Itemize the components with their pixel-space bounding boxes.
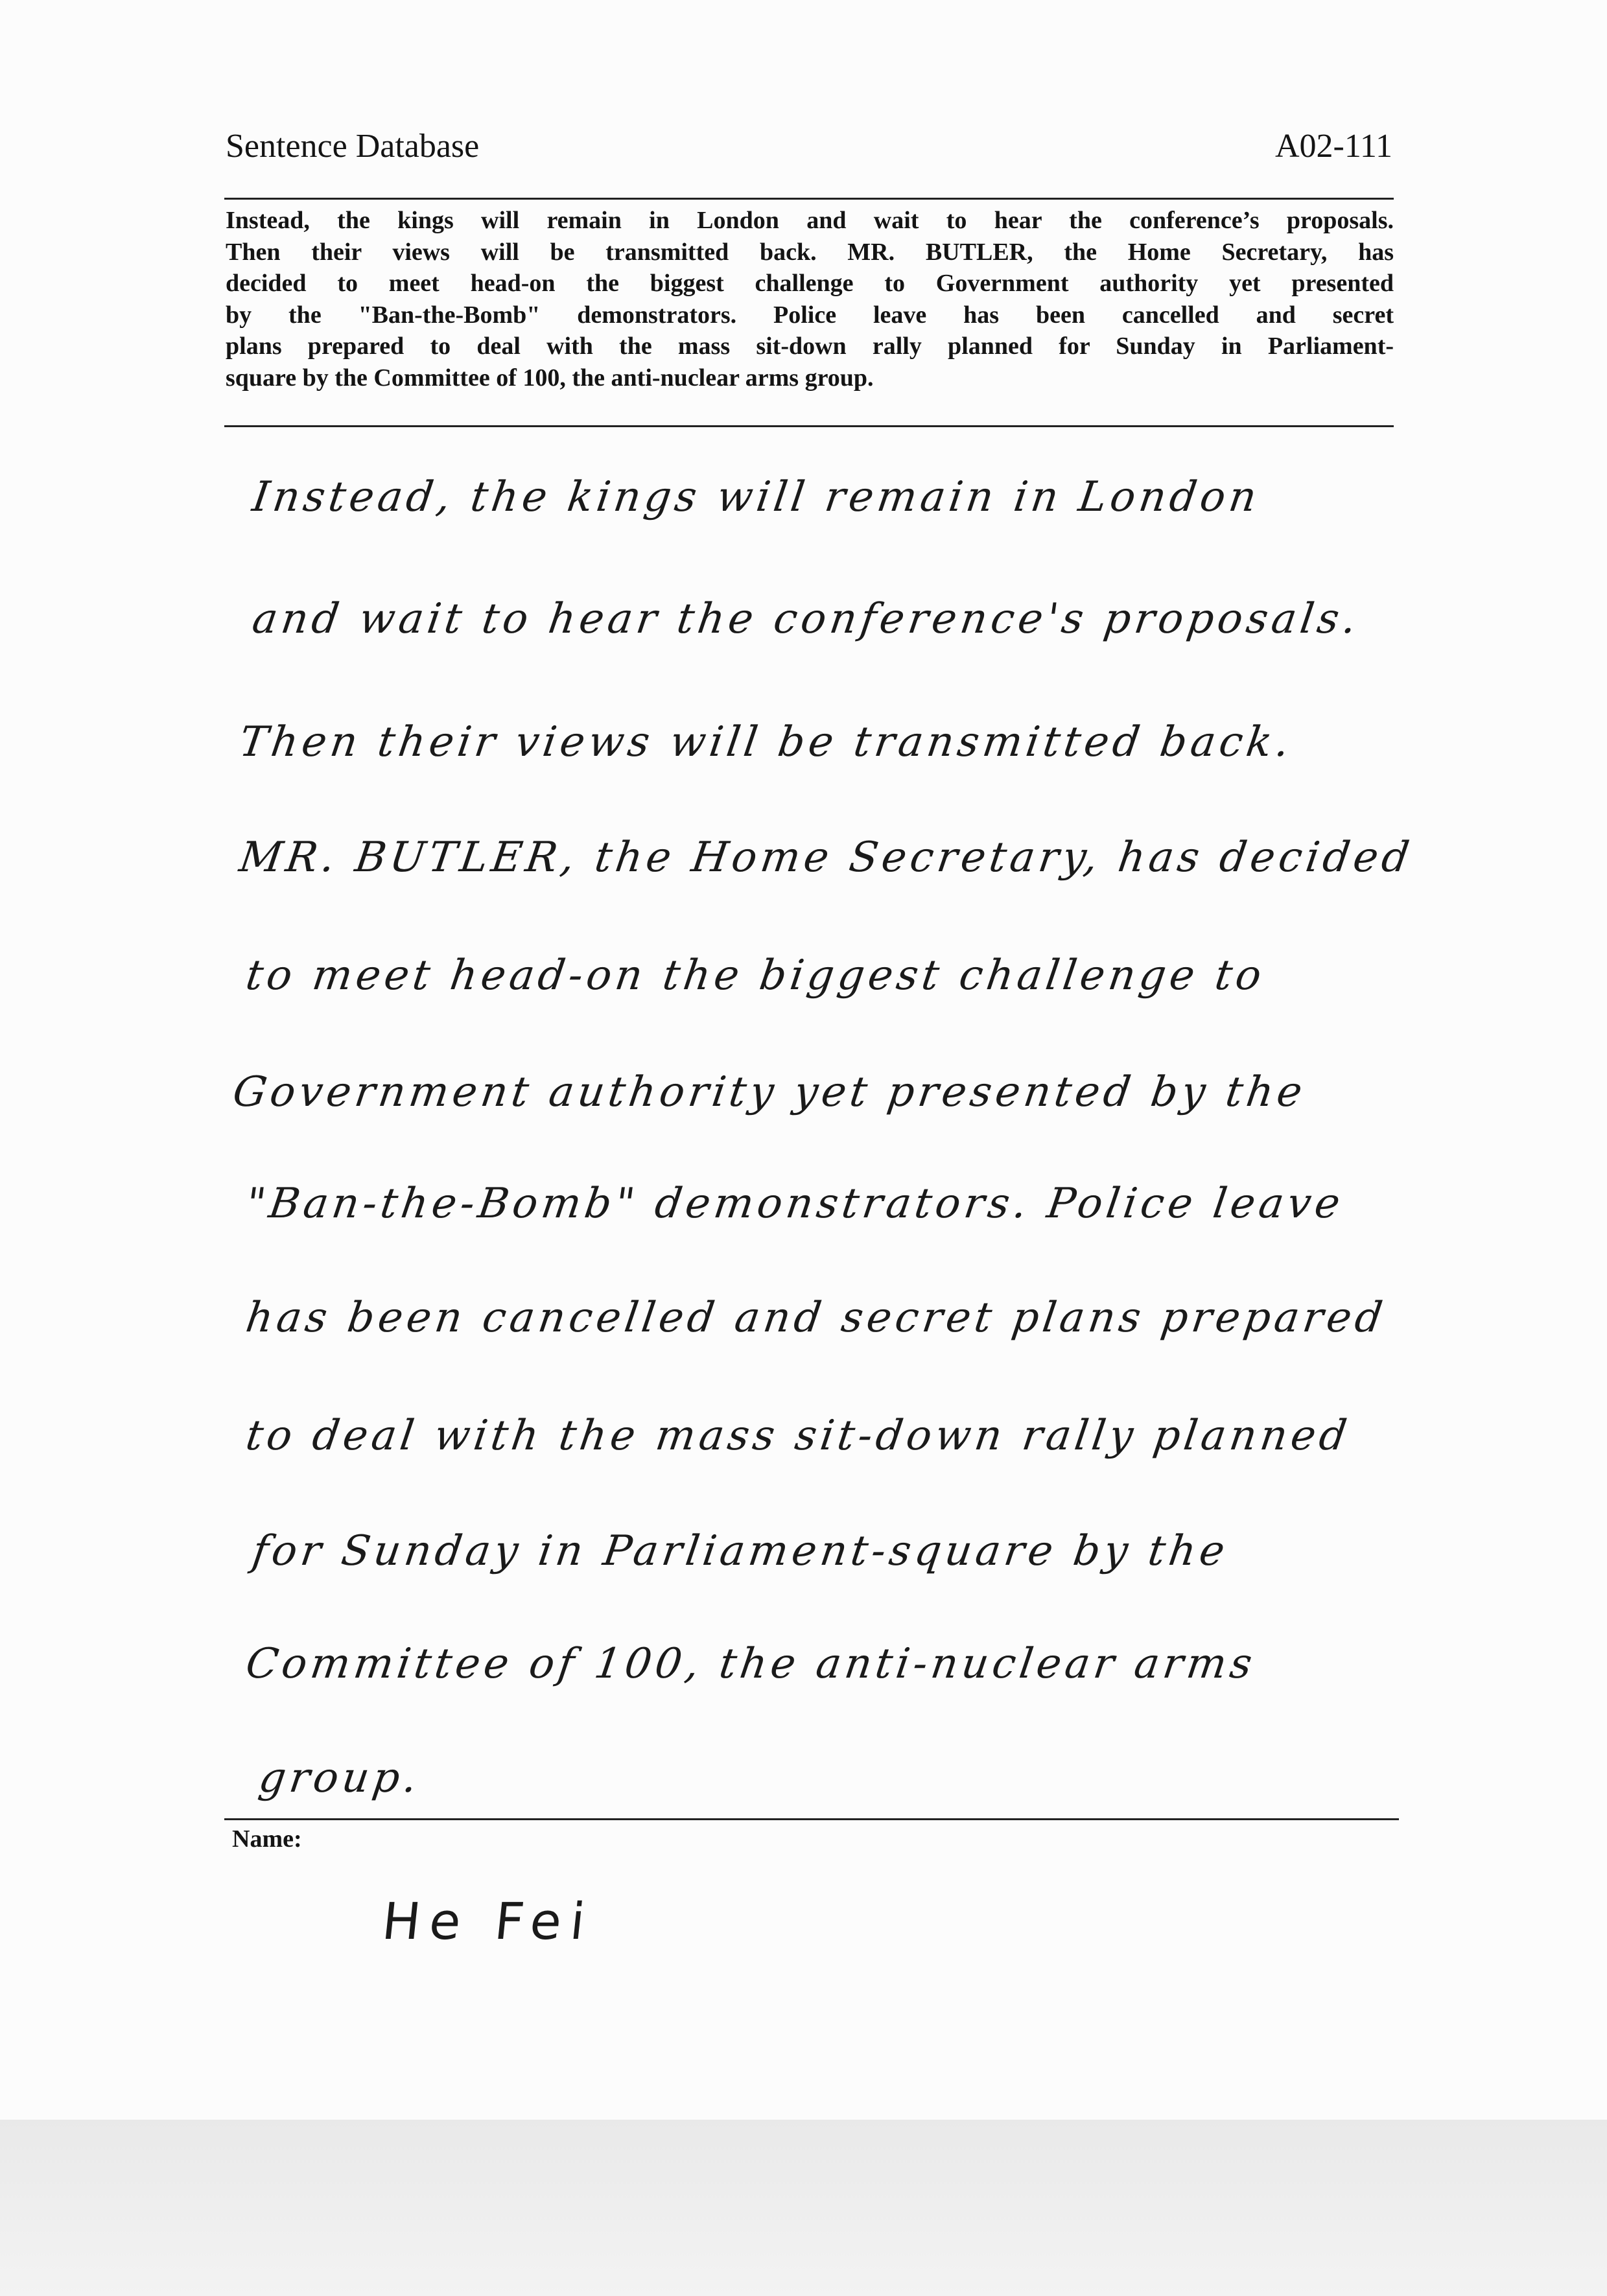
prompt-line: square by the Committee of 100, the anti-nuclear arms group. [226,364,874,392]
handwritten-line: and wait to hear the conference's proposals. [249,595,1363,643]
handwritten-name: He Fei [379,1893,597,1951]
handwritten-line: Instead, the kings will remain in London [249,473,1263,521]
name-divider [224,1818,1399,1820]
printed-prompt-text [226,205,1394,393]
prompt-line: by the "Ban-the-Bomb" demonstrators. Police leave has been cancelled and secret [226,301,1394,329]
middle-divider [224,425,1394,427]
form-title: Sentence Database [226,128,480,165]
handwritten-line: Committee of 100, the anti-nuclear arms [242,1640,1259,1688]
handwritten-line: for Sunday in Parliament-square by the [249,1527,1232,1575]
handwritten-line: Government authority yet presented by the [229,1068,1309,1116]
handwritten-line: to deal with the mass sit-down rally planned [242,1412,1354,1460]
handwritten-line: has been cancelled and secret plans prepared [242,1294,1389,1342]
prompt-line: Then their views will be transmitted back. MR. BUTLER, the Home Secretary, has [226,238,1394,266]
handwritten-line: "Ban-the-Bomb" demonstrators. Police leave [242,1180,1347,1228]
prompt-line: decided to meet head-on the biggest challenge to Government authority yet presented [226,270,1394,297]
handwritten-line: Then their views will be transmitted back. [236,718,1296,766]
scan-background [0,2120,1607,2296]
form-id: A02-111 [1274,128,1392,165]
handwritten-line: to meet head-on the biggest challenge to [242,952,1269,1000]
prompt-line: plans prepared to deal with the mass sit-down rally planned for Sunday in Parliament- [226,333,1394,360]
form-header [226,127,1392,179]
top-divider [224,198,1394,200]
prompt-line: Instead, the kings will remain in London and wait to hear the conference’s proposals. [226,207,1394,234]
handwritten-line: group. [255,1754,424,1802]
name-label: Name: [232,1825,302,1853]
handwritten-line: MR. BUTLER, the Home Secretary, has decided [236,834,1416,882]
